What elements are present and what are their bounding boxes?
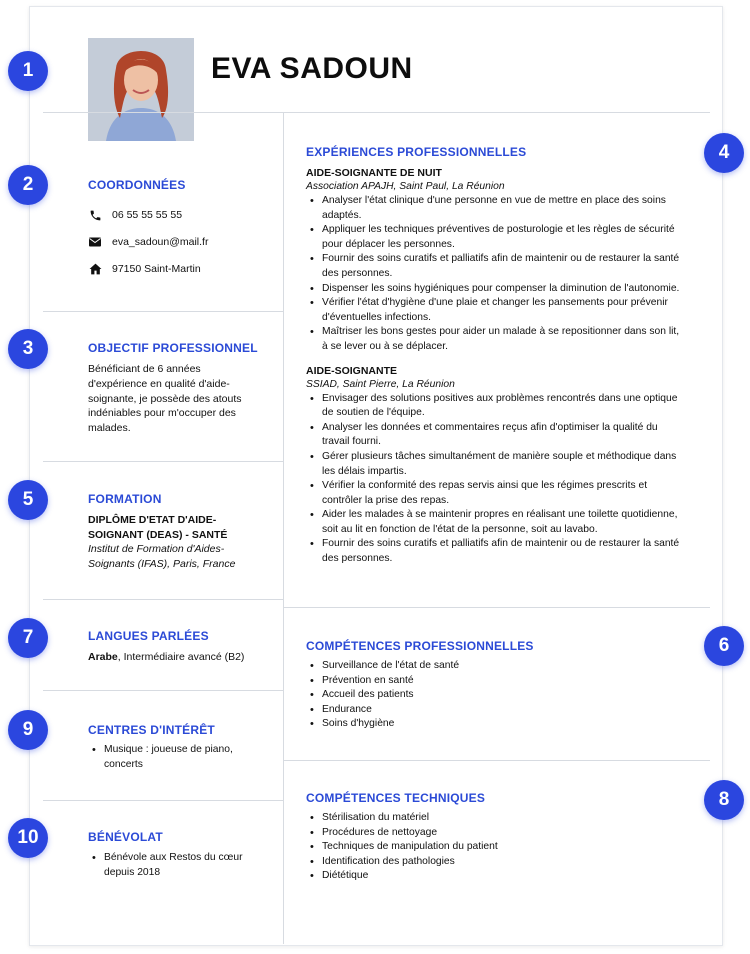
- badge-8: 8: [704, 780, 744, 820]
- address: 97150 Saint-Martin: [112, 263, 201, 275]
- badge-5: 5: [8, 480, 48, 520]
- pro-skills-list: [306, 659, 666, 732]
- list-item: • Analyser l'état clinique d'une personne en vue de mettre en place des soins adaptés.: [306, 194, 686, 223]
- contact-address: [88, 262, 201, 276]
- list-item: • Stérilisation du matériel: [306, 811, 666, 826]
- badge-9: 9: [8, 710, 48, 750]
- list-item: • Envisager des solutions positives aux problèmes rencontrés dans une optique de soutien de l'équipe.: [306, 392, 686, 421]
- phone-icon: [88, 208, 102, 222]
- badge-4: 4: [704, 133, 744, 173]
- list-item: • Diététique: [306, 869, 666, 884]
- education-degree: DIPLÔME D'ETAT D'AIDE-SOIGNANT (DEAS) - SANTÉ: [88, 514, 228, 541]
- job-title: AIDE-SOIGNANTE: [306, 364, 398, 377]
- badge-10: 10: [8, 818, 48, 858]
- list-item: • Surveillance de l'état de santé: [306, 659, 666, 674]
- home-icon: [88, 262, 102, 276]
- list-item: • Techniques de manipulation du patient: [306, 840, 666, 855]
- list-item: • Gérer plusieurs tâches simultanément de manière souple et méthodique dans les délais impartis.: [306, 450, 686, 479]
- column-divider: [283, 112, 284, 944]
- experience-title: EXPÉRIENCES PROFESSIONNELLES: [306, 145, 527, 159]
- contact-phone: [88, 208, 182, 222]
- list-item: • Musique : joueuse de piano, concerts: [88, 743, 263, 772]
- contact-title: COORDONNÉES: [88, 178, 186, 192]
- education-school: Institut de Formation d'Aides-Soignants (IFAS), Paris, France: [88, 543, 236, 570]
- tech-skills-list: [306, 811, 666, 884]
- list-item: • Identification des pathologies: [306, 855, 666, 870]
- list-item: • Procédures de nettoyage: [306, 826, 666, 841]
- email-address: eva_sadoun@mail.fr: [112, 236, 209, 248]
- interests-list: [88, 743, 263, 772]
- job-org: SSIAD, Saint Pierre, La Réunion: [306, 378, 455, 390]
- badge-1: 1: [8, 51, 48, 91]
- list-item: • Dispenser les soins hygiéniques pour compenser la diminution de l'autonomie.: [306, 282, 686, 297]
- contact-email: [88, 235, 208, 249]
- badge-6: 6: [704, 626, 744, 666]
- volunteering-list: [88, 851, 263, 880]
- experience-block: [306, 166, 686, 567]
- interests-title: CENTRES D'INTÉRÊT: [88, 723, 215, 737]
- job-tasks: [306, 194, 686, 355]
- candidate-name: EVA SADOUN: [211, 52, 413, 85]
- pro-skills-title: COMPÉTENCES PROFESSIONNELLES: [306, 639, 534, 653]
- badge-2: 2: [8, 165, 48, 205]
- list-item: • Soins d'hygiène: [306, 717, 666, 732]
- list-item: • Appliquer les techniques préventives de posturologie et les règles de sécurité pour déplacer les personnes.: [306, 223, 686, 252]
- list-item: • Fournir des soins curatifs et palliatifs afin de maintenir ou de restaurer la santé des personnes.: [306, 252, 686, 281]
- education-title: FORMATION: [88, 492, 162, 506]
- list-item: • Fournir des soins curatifs et palliatifs afin de maintenir ou de restaurer la santé des personnes.: [306, 537, 686, 566]
- divider: [43, 461, 283, 462]
- phone-number: 06 55 55 55 55: [112, 209, 183, 221]
- badge-3: 3: [8, 329, 48, 369]
- profile-photo: [88, 38, 194, 141]
- list-item: • Accueil des patients: [306, 688, 666, 703]
- volunteering-title: BÉNÉVOLAT: [88, 830, 163, 844]
- language-level: , Intermédiaire avancé (B2): [117, 651, 245, 663]
- job-org: Association APAJH, Saint Paul, La Réunion: [306, 181, 505, 192]
- divider: [284, 607, 710, 608]
- list-item: • Vérifier l'état d'hygiène d'une plaie et changer les pansements pour prévenir d'éventuelles infections.: [306, 296, 686, 325]
- language-entry: [88, 650, 278, 665]
- language-name: Arabe: [88, 651, 118, 663]
- badge-7: 7: [8, 618, 48, 658]
- tech-skills-title: COMPÉTENCES TECHNIQUES: [306, 791, 486, 805]
- list-item: • Vérifier la conformité des repas servis ainsi que les régimes prescrits et contrôler la prise des repas.: [306, 479, 686, 508]
- envelope-icon: [88, 235, 102, 249]
- divider: [43, 690, 283, 691]
- job-tasks: [306, 392, 686, 567]
- objective-text: Bénéficiant de 6 années d'expérience en qualité d'aide-soignante, je possède des atouts indéniables pour m'occuper des malades.: [88, 363, 242, 435]
- list-item: • Analyser les données et commentaires reçus afin d'optimiser la qualité du travail fourni.: [306, 421, 686, 450]
- objective-title: OBJECTIF PROFESSIONNEL: [88, 341, 258, 355]
- list-item: • Endurance: [306, 703, 666, 718]
- divider: [284, 760, 710, 761]
- divider: [43, 311, 283, 312]
- list-item: • Maîtriser les bons gestes pour aider un malade à se repositionner dans son lit, à se lever ou à se déplacer.: [306, 325, 686, 354]
- languages-title: LANGUES PARLÉES: [88, 629, 209, 643]
- job-title: AIDE-SOIGNANTE DE NUIT: [306, 167, 442, 179]
- list-item: • Prévention en santé: [306, 674, 666, 689]
- divider: [43, 800, 283, 801]
- divider: [43, 112, 710, 113]
- list-item: • Bénévole aux Restos du cœur depuis 2018: [88, 851, 263, 880]
- divider: [43, 599, 283, 600]
- list-item: • Aider les malades à se maintenir propres en réalisant une toilette quotidienne, soit au lit en fonction de l'état de la personne, soit au lavabo.: [306, 508, 686, 537]
